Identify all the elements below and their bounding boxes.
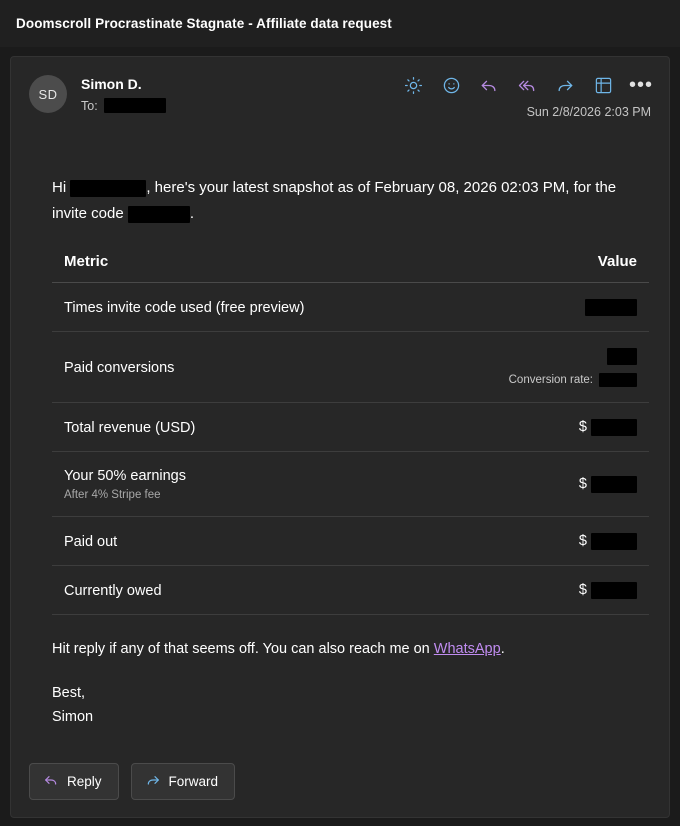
outro-paragraph	[52, 637, 651, 661]
value-redacted	[585, 299, 637, 316]
more-options-icon[interactable]	[629, 74, 654, 96]
reply-all-icon[interactable]	[517, 75, 537, 95]
table-header-row	[52, 253, 649, 283]
currency-symbol: $	[578, 476, 587, 493]
value-redacted	[591, 533, 637, 550]
metric-value	[431, 283, 649, 332]
conversion-rate-line	[443, 373, 637, 387]
metric-label: Times invite code used (free preview)	[52, 283, 431, 332]
value-redacted	[591, 419, 637, 436]
page-title: Doomscroll Procrastinate Stagnate - Affiliate data request	[16, 16, 392, 31]
table-row	[52, 452, 649, 517]
recipient-redacted	[104, 98, 166, 113]
reply-button-label: Reply	[67, 774, 102, 789]
more-options-glyph: •••	[629, 74, 654, 96]
reply-icon[interactable]	[479, 75, 499, 95]
column-header-metric: Metric	[52, 253, 431, 283]
value-redacted	[591, 582, 637, 599]
metric-label-text: Your 50% earnings	[64, 468, 186, 484]
avatar: SD	[29, 75, 67, 113]
table-row	[52, 332, 649, 403]
forward-icon[interactable]	[555, 75, 575, 95]
signature-line-2: Simon	[52, 709, 94, 725]
brightness-icon[interactable]	[403, 75, 423, 95]
metric-label	[52, 452, 431, 517]
invite-code-redacted	[128, 206, 190, 223]
recipient-name-redacted	[70, 180, 146, 197]
metric-label: Paid conversions	[52, 332, 431, 403]
signature-line-1: Best,	[52, 685, 86, 701]
outro-text-part1: Hit reply if any of that seems off. You can also reach me on	[52, 641, 434, 657]
message-body	[11, 175, 669, 729]
intro-text-part2: , here's your latest snapshot as of February 08, 2026 02:03 PM, for the invite code	[52, 179, 617, 222]
forward-icon	[145, 772, 161, 791]
table-row	[52, 283, 649, 332]
metric-label: Currently owed	[52, 566, 431, 615]
window-titlebar	[0, 0, 680, 48]
reply-icon	[43, 772, 59, 791]
forward-button[interactable]	[131, 763, 236, 800]
table-row	[52, 403, 649, 452]
whatsapp-link[interactable]: WhatsApp	[433, 641, 501, 657]
message-card	[10, 56, 670, 818]
metric-value	[431, 517, 649, 566]
metric-value	[431, 452, 649, 517]
currency-symbol: $	[578, 533, 587, 550]
value-redacted	[607, 348, 637, 365]
metric-label: Total revenue (USD)	[52, 403, 431, 452]
conversion-rate-redacted	[599, 373, 637, 387]
metric-value	[431, 332, 649, 403]
recipient-row	[81, 98, 166, 113]
message-header	[11, 57, 669, 119]
value-redacted	[591, 476, 637, 493]
sender-block	[81, 75, 166, 113]
intro-text-part3: .	[189, 205, 195, 222]
metrics-table	[52, 253, 649, 615]
forward-button-label: Forward	[168, 774, 219, 789]
message-footer-actions	[29, 763, 235, 800]
outro-text-part2: .	[500, 641, 505, 657]
message-timestamp: Sun 2/8/2026 2:03 PM	[526, 105, 651, 119]
table-row	[52, 517, 649, 566]
metric-label: Paid out	[52, 517, 431, 566]
signature-block	[52, 681, 651, 729]
table-row	[52, 566, 649, 615]
metric-value	[431, 566, 649, 615]
column-header-value: Value	[431, 253, 649, 283]
intro-text-part1: Hi	[52, 179, 67, 196]
sender-name: Simon D.	[81, 76, 142, 92]
message-actions	[403, 74, 654, 96]
currency-symbol: $	[578, 419, 587, 436]
emoji-icon[interactable]	[441, 75, 461, 95]
reply-button[interactable]	[29, 763, 119, 800]
to-label: To:	[81, 98, 98, 113]
intro-paragraph	[29, 175, 651, 227]
currency-symbol: $	[578, 582, 587, 599]
apps-icon[interactable]	[593, 75, 613, 95]
metric-value	[431, 403, 649, 452]
conversion-rate-label: Conversion rate:	[508, 374, 593, 386]
metric-subnote: After 4% Stripe fee	[64, 489, 161, 501]
